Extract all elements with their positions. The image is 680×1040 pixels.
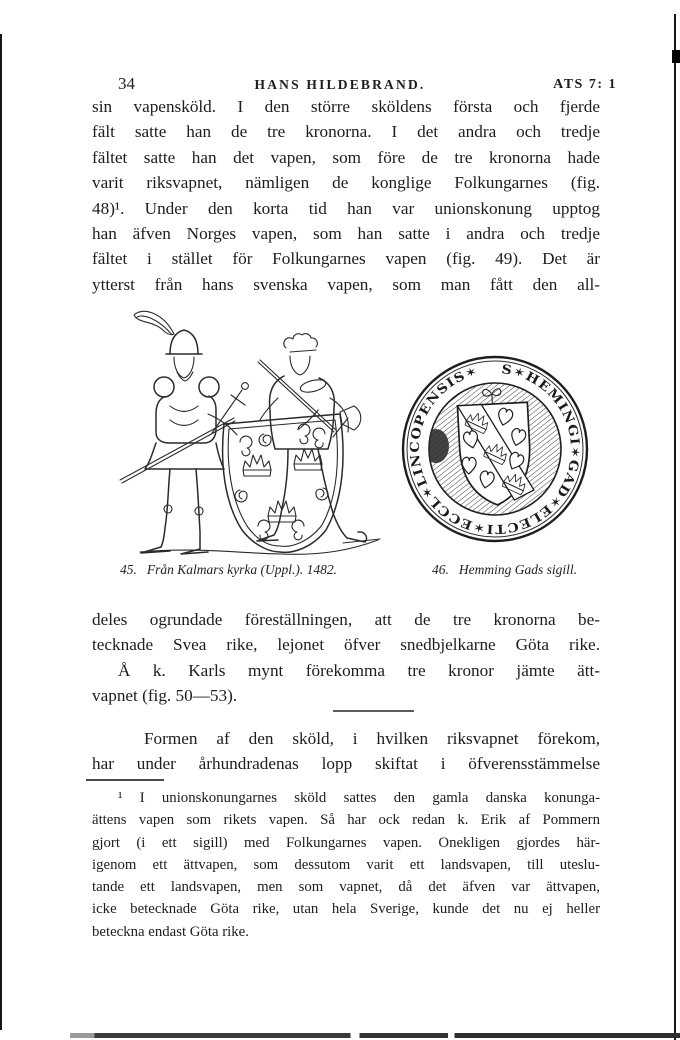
text-line: tecknade Svea rike, lejonet öfver snedbjelkarne Göta rike.	[92, 635, 600, 655]
page-header	[0, 74, 680, 96]
text-line: har under århundradenas lopp skiftat i öfverensstämmelse	[92, 754, 600, 774]
figure-number: 45.	[120, 562, 137, 577]
text-line: sin vapensköld. I den större sköldens första och fjerde	[92, 97, 600, 116]
body-paragraph-1	[92, 94, 600, 297]
figure-caption-45	[120, 562, 337, 578]
text-line: fältet satte han det vapen, som före de tre kronorna hade	[92, 147, 600, 167]
text-line: gjort (i ett sigill) med Folkungarnes vapen. Onekligen gjordes här-	[92, 834, 600, 851]
crown	[294, 449, 322, 470]
issue-number: ATS 7: 1	[553, 77, 617, 92]
text-line: ättens vapen som rikets vapen. Så har ock redan k. Erik af Pommern	[92, 812, 600, 829]
text-line: tande ett landsvapen, men som vapnet, då det äfven var ättvapen,	[92, 879, 600, 896]
text-line: Formen af den sköld, i hvilken riksvapnet förekom,	[144, 729, 600, 748]
text-line: icke betecknade Göta rike, utan hela Sverige, kunde det nu ej heller	[92, 901, 600, 918]
text-line: beteckna endast Göta rike.	[92, 923, 249, 940]
text-line: 48)¹. Under den korta tid han var unionskonung upptog	[92, 198, 600, 218]
text-line: ¹ I unionskonungarnes sköld sattes den gamla danska konunga-	[118, 790, 600, 806]
text-line: deles ogrundade föreställningen, att de tre kronorna be-	[92, 610, 600, 629]
text-line: fältet i stället för Folkungarnes vapen (fig. 49). Det är	[92, 249, 600, 269]
figure-number: 46.	[432, 562, 449, 577]
figure-caption-text: Hemming Gads sigill.	[458, 562, 577, 577]
text-line: ytterst från hans svenska vapen, som man fått den all-	[92, 274, 600, 294]
figure-caption-46	[432, 562, 577, 578]
section-divider	[333, 710, 414, 712]
body-paragraph-2	[92, 607, 600, 709]
figure-caption-text: Från Kalmars kyrka (Uppl.). 1482.	[146, 562, 337, 577]
crown	[243, 455, 271, 476]
seal-legend-text: S✶HEMINGI✶GAD✶ELECTI✶ECCL✶LINCOPENSIS✶	[406, 361, 584, 538]
footnote-text	[92, 787, 600, 943]
text-line: fält satte han de tre kronorna. I det andra och tredje	[92, 122, 600, 142]
scan-edge-bottom	[70, 1033, 680, 1038]
text-line: han äfven Norges vapen, som han satte i andra och tredje	[92, 224, 600, 244]
text-line: varit riksvapnet, nämligen de konglige Folkungarnes (fig.	[92, 173, 600, 193]
text-line: Å k. Karls mynt förekomma tre kronor jämte ätt-	[118, 660, 600, 680]
running-title: HANS HILDEBRAND.	[254, 77, 426, 92]
hemming-gad-seal-engraving	[400, 354, 590, 544]
page-number: 34	[118, 74, 135, 93]
body-paragraph-3	[92, 726, 600, 777]
knight-figure	[134, 311, 248, 554]
text-line: igenom ett ättvapen, som dessutom varit ett landsvapen, till uteslu-	[92, 856, 600, 873]
scan-ink-mark	[672, 50, 680, 63]
figure-row	[0, 298, 680, 588]
text-line: vapnet (fig. 50—53).	[92, 686, 238, 706]
knights-holding-three-crowns-shield-engraving	[112, 302, 392, 556]
footnote-rule	[86, 779, 164, 781]
